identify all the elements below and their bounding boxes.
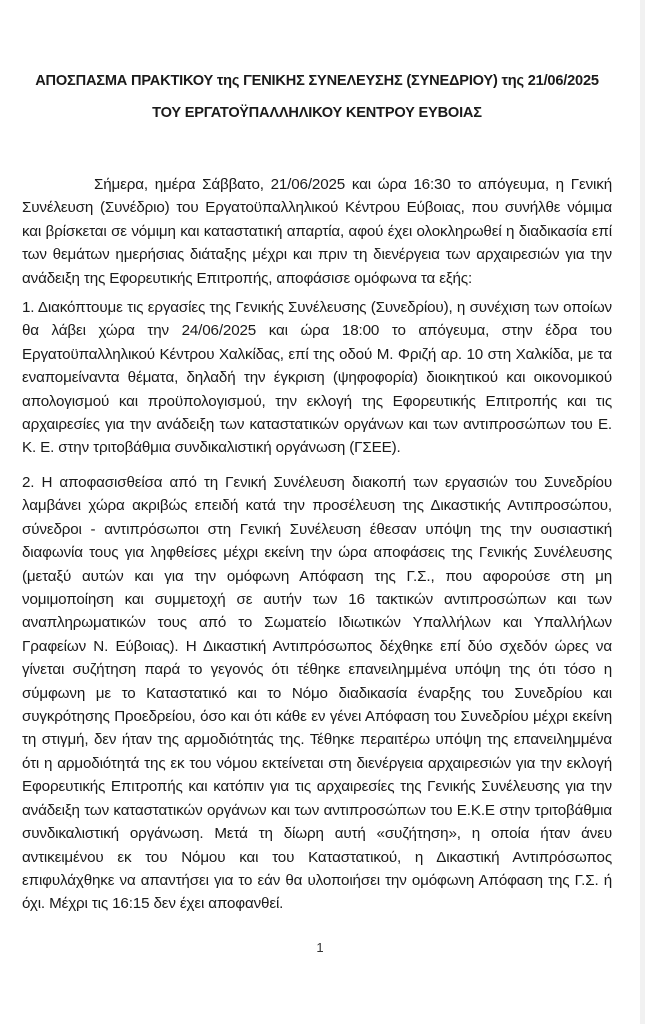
page-edge	[640, 0, 645, 1024]
intro-paragraph: Σήμερα, ημέρα Σάββατο, 21/06/2025 και ώρα 16:30 το απόγευμα, η Γενική Συνέλευση (Συνέδριο) του Εργατοϋπαλληλικού Κέντρου Εύβοιας, που συνήλθε νόμιμα και βρίσκεται σε νόμιμη και καταστατική απαρτία, αφού έχει ολοκληρωθεί η διαδικασία επί των θεμάτων ημερήσιας διάταξης μέχρι και πριν τη διενέργεια των αρχαιρεσιών για την ανάδειξη της Εφορευτικής Επιτροπής, αποφάσισε ομόφωνα τα εξής:	[22, 176, 612, 287]
decision-item-1: 1. Διακόπτουμε τις εργασίες της Γενικής Συνέλευσης (Συνεδρίου), η συνέχιση των οποίων θα λάβει χώρα την 24/06/2025 και ώρα 18:00 το απόγευμα, στην έδρα του Εργατοϋπαλληλικού Κέντρου Χαλκίδας, επί της οδού Μ. Φριζή αρ. 10 στη Χαλκίδα, με τα εναπομείναντα θέματα, δηλαδή την έγκριση (ψηφοφορία) διοικητικού και οικονομικού απολογισμού και προϋπολογισμού, την εκλογή της Εφορευτικής Επιτροπής και τις αρχαιρεσίες για την ανάδειξη των καταστατικών οργάνων και των αντιπροσώπων του Ε. Κ. Ε. στην τριτοβάθμια συνδικαλιστική οργάνωση (ΓΣΕΕ).	[22, 299, 612, 457]
decision-item-2: 2. Η αποφασισθείσα από τη Γενική Συνέλευση διακοπή των εργασιών του Συνεδρίου λαμβάνει χώρα ακριβώς επειδή κατά την προσέλευση της Δικαστικής Αντιπροσώπου, σύνεδροι - αντιπρόσωποι στη Γενική Συνέλευση έθεσαν υπόψη της την ουσιαστική διαφωνία τους για ληφθείσες μέχρι εκείνη την ώρα αποφάσεις της Γενικής Συνέλευσης (μεταξύ αυτών και για την ομόφωνη Απόφαση της Γ.Σ., που αφορούσε στη μη νομιμοποίηση και συμμετοχή σε αυτήν των 16 τακτικών αντιπροσώπων και των αναπληρωματικών τους από το Σωματείο Ιδιωτικών Υπαλλήλων και Υπαλλήλων Γραφείων Ν. Εύβοιας). Η Δικαστική Αντιπρόσωπος δέχθηκε επί δύο σχεδόν ώρες να γίνεται συζήτηση παρά το γεγονός ότι τέθηκε επανειλημμένα υπόψη της ότι τόσο η σύμφωνη με το Καταστατικό και το Νόμο διαδικασία έναρξης του Συνεδρίου και συγκρότησης Προεδρείου, όσο και ότι κάθε εν γένει Απόφαση του Συνεδρίου μέχρι εκείνη τη στιγμή, δεν ήταν της αρμοδιότητάς της. Τέθηκε περαιτέρω υπόψη της επανειλημμένα ότι η αρμοδιότητά της εκ του νόμου εκτείνεται στη διενέργεια αρχαιρεσιών για την εκλογή Εφορευτικής Επιτροπής και κατόπιν για τις αρχαιρεσίες της Γενικής Συνέλευσης για την ανάδειξη των καταστατικών οργάνων και των αντιπροσώπων του Ε.Κ.Ε στην τριτοβάθμια συνδικαλιστική οργάνωση. Μετά τη δίωρη αυτή «συζήτηση», η οποία ήταν άνευ αντικειμένου εκ του Νόμου και του Καταστατικού, η Δικαστική Αντιπρόσωπος επιφυλάχθηκε να απαντήσει για το εάν θα υλοποιήσει την ομόφωνη Απόφαση της Γ.Σ. ή όχι. Μέχρι τις 16:15 δεν έχει αποφανθεί.	[22, 474, 612, 913]
document-title: ΑΠΟΣΠΑΣΜΑ ΠΡΑΚΤΙΚΟΥ της ΓΕΝΙΚΗΣ ΣΥΝΕΛΕΥΣΗΣ (ΣΥΝΕΔΡΙΟΥ) της 21/06/2025	[35, 73, 599, 89]
page-number: 1	[316, 940, 324, 955]
document-subtitle: ΤΟΥ ΕΡΓΑΤΟΫΠΑΛΛΗΛΙΚΟΥ ΚΕΝΤΡΟΥ ΕΥΒΟΙΑΣ	[152, 105, 482, 121]
